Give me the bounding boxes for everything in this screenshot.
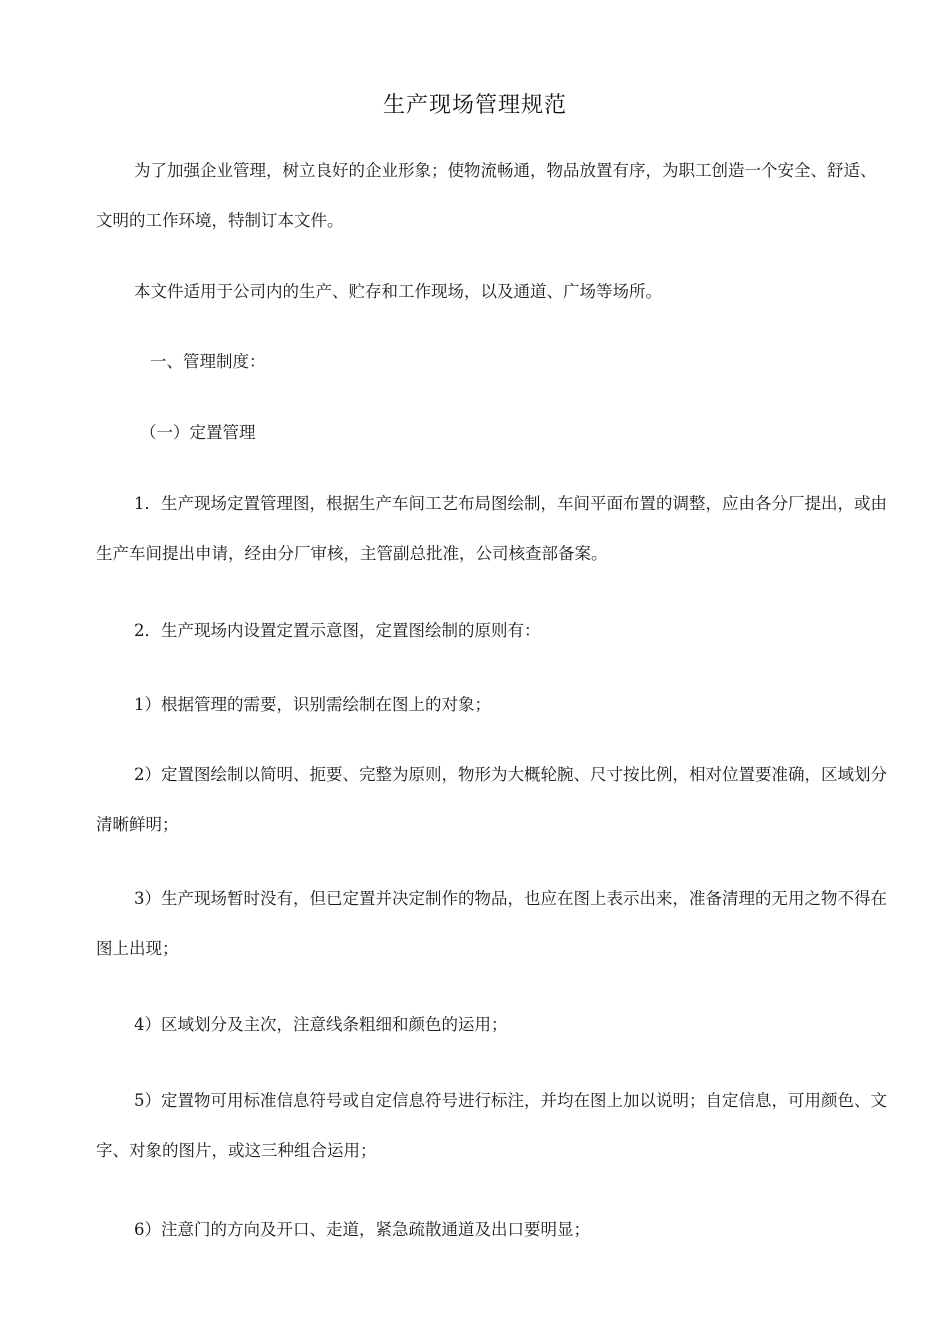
list-item: 6）注意门的方向及开口、走道，紧急疏散通道及出口要明显； xyxy=(134,1220,590,1239)
list-item: 4）区域划分及主次，注意线条粗细和颜色的运用； xyxy=(134,1015,508,1034)
scope-paragraph: 本文件适用于公司内的生产、贮存和工作现场，以及通道、广场等场所。 xyxy=(134,282,662,301)
list-item: 1）根据管理的需要，识别需绘制在图上的对象； xyxy=(134,695,491,714)
list-item: 5）定置物可用标准信息符号或自定信息符号进行标注，并均在图上加以说明；自定信息，可用颜色、文字、对象的图片，或这三种组合运用； xyxy=(96,1091,887,1160)
list-item: 2．生产现场内设置定置示意图，定置图绘制的原则有： xyxy=(134,621,541,640)
list-item: 3）生产现场暂时没有，但已定置并决定制作的物品，也应在图上表示出来，准备清理的无用之物不得在图上出现； xyxy=(96,889,887,958)
list-item: 2）定置图绘制以简明、扼要、完整为原则，物形为大概轮腕、尺寸按比例，相对位置要准确，区域划分清晰鲜明； xyxy=(96,765,887,834)
section-heading: 一、管理制度： xyxy=(150,352,266,371)
intro-paragraph: 为了加强企业管理，树立良好的企业形象；使物流畅通，物品放置有序，为职工创造一个安全、舒适、文明的工作环境，特制订本文件。 xyxy=(96,161,877,230)
subsection-heading: （一）定置管理 xyxy=(140,423,256,442)
list-item: 1．生产现场定置管理图，根据生产车间工艺布局图绘制，车间平面布置的调整，应由各分厂提出，或由生产车间提出申请，经由分厂审核，主管副总批准，公司核查部备案。 xyxy=(96,494,887,563)
document-title: 生产现场管理规范 xyxy=(382,93,567,118)
